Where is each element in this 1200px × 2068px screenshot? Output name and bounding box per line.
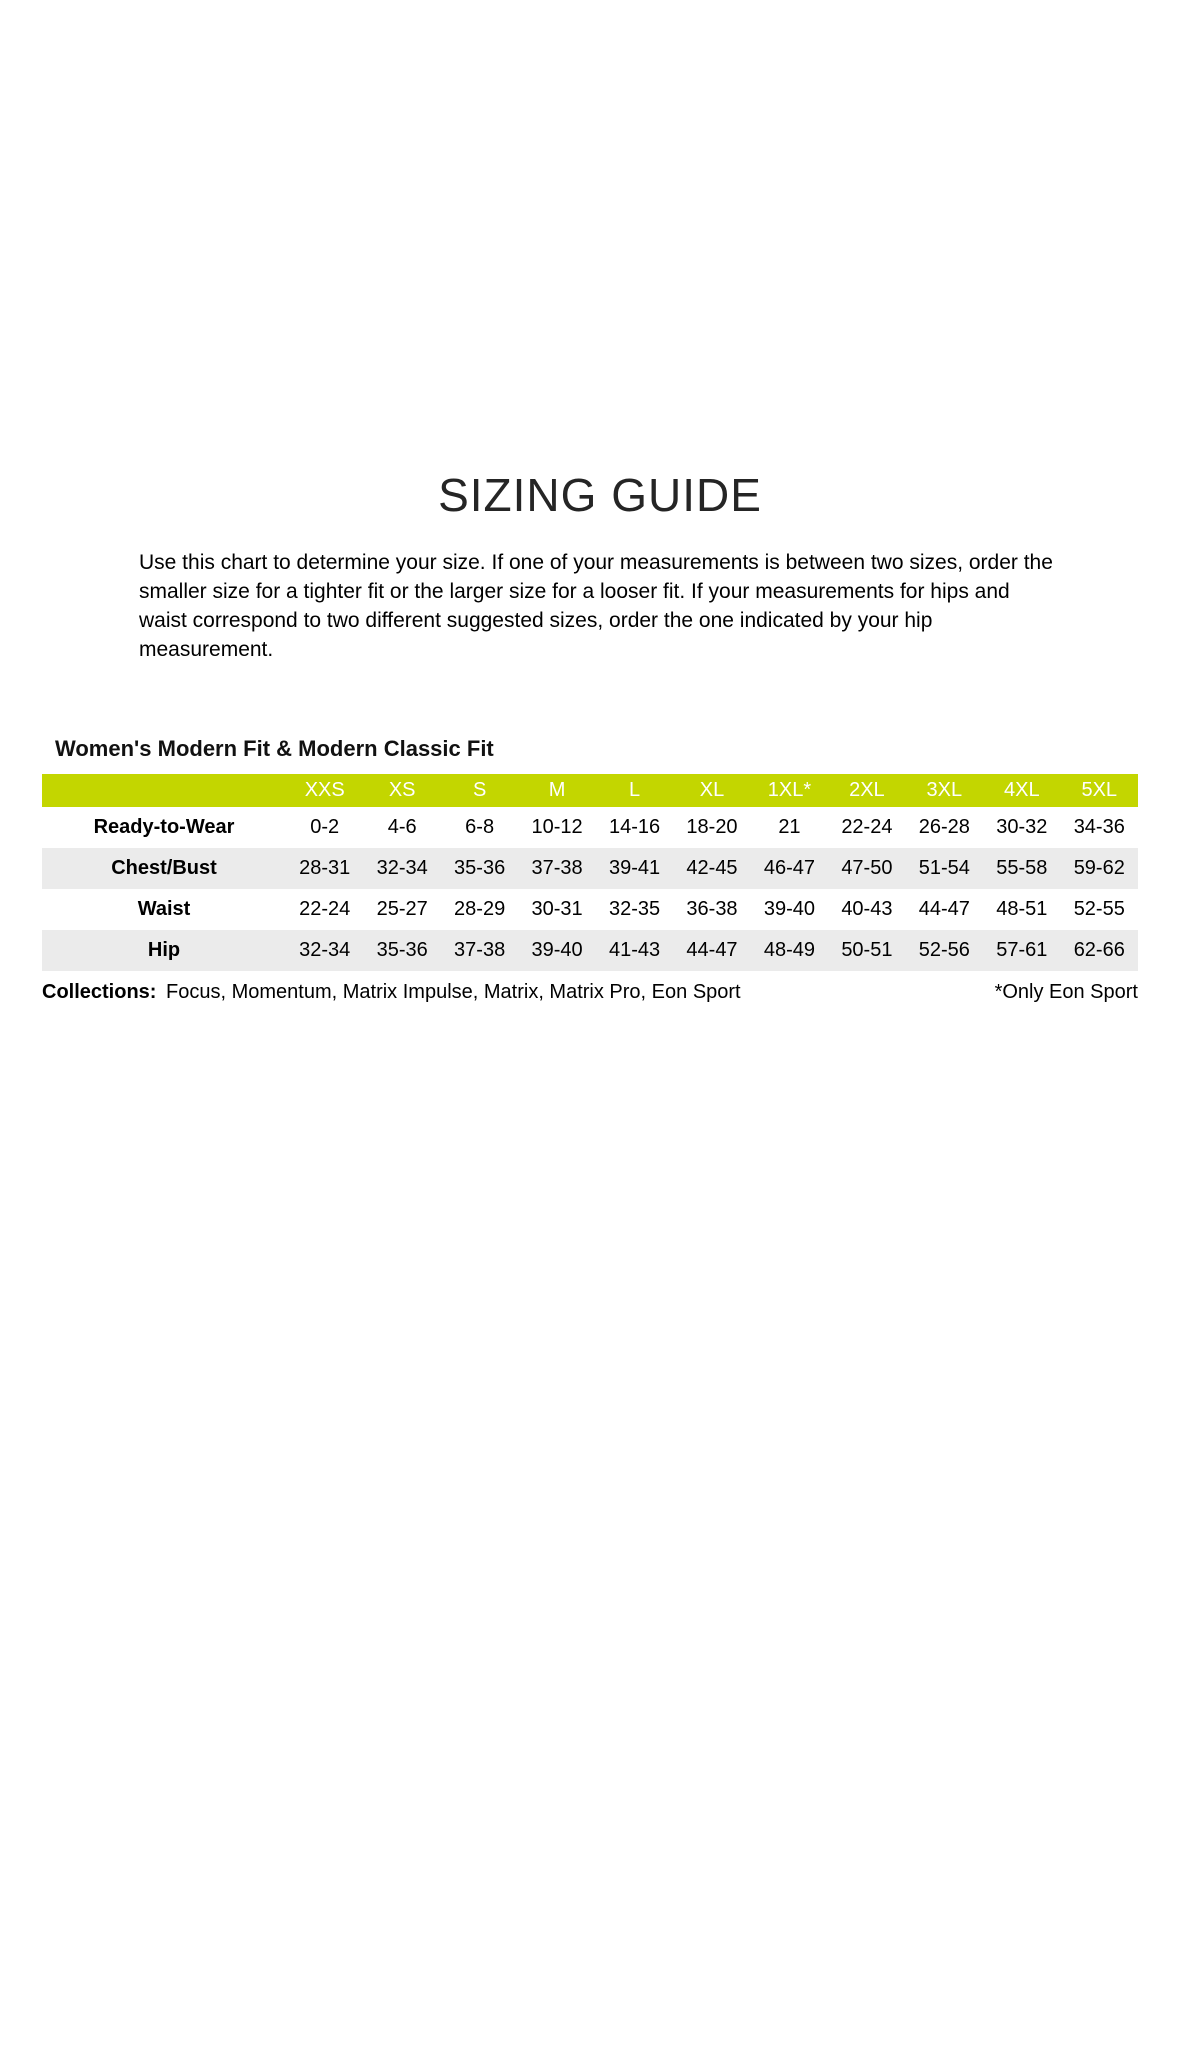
size-value-cell: 25-27 <box>376 898 428 920</box>
size-value-cell: 47-50 <box>841 857 893 879</box>
size-value-cell: 22-24 <box>841 816 893 838</box>
size-value-cell: 48-49 <box>763 939 816 961</box>
size-value-cell: 62-66 <box>1073 939 1125 961</box>
row-label: Chest/Bust <box>111 857 217 879</box>
size-value-cell: 48-51 <box>996 898 1048 920</box>
section-title: Women's Modern Fit & Modern Classic Fit <box>55 736 494 761</box>
size-value-cell: 6-8 <box>465 816 495 838</box>
size-value-cell: 35-36 <box>454 857 506 879</box>
size-value-cell: 30-32 <box>996 816 1048 838</box>
size-value-cell: 39-40 <box>763 898 816 920</box>
size-column-header-1xl: 1XL* <box>767 779 812 801</box>
size-value-cell: 51-54 <box>918 857 970 879</box>
size-value-cell: 35-36 <box>376 939 428 961</box>
size-value-cell: 4-6 <box>387 816 417 838</box>
size-value-cell: 42-45 <box>686 857 738 879</box>
size-column-header-4xl: 4XL <box>1004 779 1040 801</box>
page-title: SIZING GUIDE <box>438 469 762 521</box>
size-value-cell: 55-58 <box>996 857 1048 879</box>
row-label: Hip <box>147 939 181 961</box>
size-value-cell: 39-40 <box>531 939 583 961</box>
collections-note <box>42 981 745 1004</box>
size-value-cell: 21 <box>778 816 801 838</box>
intro-paragraph: Use this chart to determine your size. If one of your measurements is between two sizes, order the smaller size for a tighter fit or the larger size for a looser fit. If your measurements for hips and waist correspond to two different suggested sizes, order the one indicated by your hip measurement. <box>139 551 1053 661</box>
size-value-cell: 37-38 <box>454 939 506 961</box>
size-column-header-3xl: 3XL <box>926 779 963 801</box>
row-label: Ready-to-Wear <box>93 816 235 838</box>
collections-label: Collections: <box>42 981 157 1003</box>
size-column-header-xxs: XXS <box>304 779 345 801</box>
size-value-cell: 28-29 <box>454 898 506 920</box>
size-column-header-xl: XL <box>699 779 725 801</box>
size-value-cell: 41-43 <box>608 939 661 961</box>
table-row-ready-to-wear <box>42 807 1138 848</box>
size-value-cell: 37-38 <box>531 857 583 879</box>
size-column-header-5xl: 5XL <box>1081 779 1118 801</box>
size-value-cell: 26-28 <box>918 816 970 838</box>
sizing-guide-page <box>0 468 1200 2068</box>
size-column-header-l: L <box>628 779 641 801</box>
size-table <box>42 774 1138 971</box>
size-value-cell: 14-16 <box>608 816 661 838</box>
size-value-cell: 36-38 <box>686 898 738 920</box>
table-row-chest-bust <box>42 848 1138 889</box>
size-value-cell: 28-31 <box>299 857 351 879</box>
size-value-cell: 0-2 <box>310 816 340 838</box>
table-footnotes <box>42 981 1138 1004</box>
size-value-cell: 52-56 <box>918 939 970 961</box>
table-row-waist <box>42 889 1138 930</box>
size-value-cell: 30-31 <box>531 898 583 920</box>
size-value-cell: 44-47 <box>686 939 738 961</box>
header-empty-cell <box>42 774 286 807</box>
size-column-header-xs: XS <box>388 779 416 801</box>
size-value-cell: 22-24 <box>299 898 351 920</box>
size-value-cell: 10-12 <box>531 816 583 838</box>
size-column-header-s: S <box>472 779 487 801</box>
size-value-cell: 39-41 <box>608 857 661 879</box>
size-value-cell: 44-47 <box>918 898 970 920</box>
size-value-cell: 34-36 <box>1073 816 1125 838</box>
size-column-header-2xl: 2XL <box>849 779 885 801</box>
size-value-cell: 52-55 <box>1073 898 1125 920</box>
size-value-cell: 59-62 <box>1073 857 1125 879</box>
size-value-cell: 40-43 <box>841 898 893 920</box>
size-value-cell: 50-51 <box>841 939 893 961</box>
size-column-header-m: M <box>548 779 566 801</box>
row-label: Waist <box>137 898 191 920</box>
size-value-cell: 18-20 <box>686 816 738 838</box>
size-value-cell: 32-34 <box>299 939 351 961</box>
table-row-hip <box>42 930 1138 971</box>
collections-list: Focus, Momentum, Matrix Impulse, Matrix, Matrix Pro, Eon Sport <box>166 981 741 1003</box>
asterisk-note: *Only Eon Sport <box>994 981 1138 1003</box>
size-header-row <box>42 774 1138 807</box>
size-value-cell: 57-61 <box>996 939 1048 961</box>
size-value-cell: 46-47 <box>763 857 816 879</box>
size-value-cell: 32-35 <box>608 898 661 920</box>
size-value-cell: 32-34 <box>376 857 428 879</box>
